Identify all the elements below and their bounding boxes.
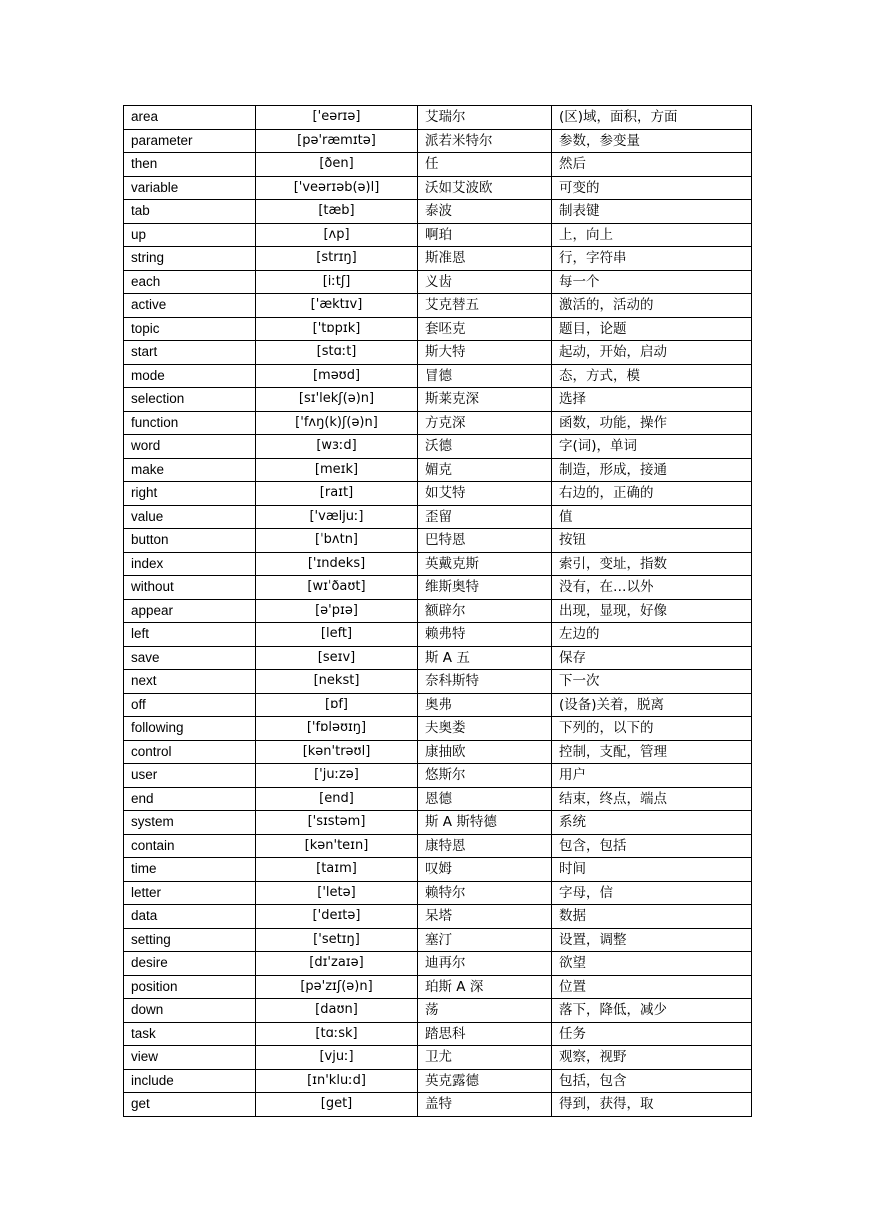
- chinese-meaning-cell: 系统: [552, 811, 752, 835]
- phonetic-cell: [tæb]: [256, 200, 418, 224]
- phonetic-cell: [stɑːt]: [256, 341, 418, 365]
- table-row: [124, 811, 752, 835]
- chinese-pronunciation-cell: 奥弗: [418, 693, 552, 717]
- table-row: [124, 1022, 752, 1046]
- chinese-pronunciation-cell: 套呸克: [418, 317, 552, 341]
- english-word-cell: control: [124, 740, 256, 764]
- chinese-meaning-cell: 包含，包括: [552, 834, 752, 858]
- english-word-cell: desire: [124, 952, 256, 976]
- english-word-cell: contain: [124, 834, 256, 858]
- english-word-cell: end: [124, 787, 256, 811]
- chinese-meaning-cell: 上，向上: [552, 223, 752, 247]
- chinese-pronunciation-cell: 斯大特: [418, 341, 552, 365]
- chinese-pronunciation-cell: 呆塔: [418, 905, 552, 929]
- english-word-cell: then: [124, 153, 256, 177]
- english-word-cell: button: [124, 529, 256, 553]
- phonetic-cell: [ɪn'kluːd]: [256, 1069, 418, 1093]
- vocabulary-table-body: [124, 106, 752, 1117]
- table-row: [124, 599, 752, 623]
- table-row: [124, 458, 752, 482]
- english-word-cell: each: [124, 270, 256, 294]
- chinese-meaning-cell: 欲望: [552, 952, 752, 976]
- chinese-pronunciation-cell: 斯 A 斯特德: [418, 811, 552, 835]
- chinese-meaning-cell: 数据: [552, 905, 752, 929]
- phonetic-cell: [ðen]: [256, 153, 418, 177]
- phonetic-cell: ['setɪŋ]: [256, 928, 418, 952]
- table-row: [124, 787, 752, 811]
- chinese-meaning-cell: 保存: [552, 646, 752, 670]
- phonetic-cell: [seɪv]: [256, 646, 418, 670]
- chinese-meaning-cell: 时间: [552, 858, 752, 882]
- english-word-cell: index: [124, 552, 256, 576]
- english-word-cell: area: [124, 106, 256, 130]
- chinese-meaning-cell: 设置，调整: [552, 928, 752, 952]
- phonetic-cell: [kən'trəʊl]: [256, 740, 418, 764]
- chinese-meaning-cell: (区)域，面积，方面: [552, 106, 752, 130]
- chinese-pronunciation-cell: 迪再尔: [418, 952, 552, 976]
- english-word-cell: setting: [124, 928, 256, 952]
- table-row: [124, 928, 752, 952]
- english-word-cell: topic: [124, 317, 256, 341]
- table-row: [124, 341, 752, 365]
- table-row: [124, 670, 752, 694]
- phonetic-cell: [iːtʃ]: [256, 270, 418, 294]
- phonetic-cell: [left]: [256, 623, 418, 647]
- english-word-cell: appear: [124, 599, 256, 623]
- chinese-meaning-cell: 得到，获得，取: [552, 1093, 752, 1117]
- phonetic-cell: ['ɪndeks]: [256, 552, 418, 576]
- phonetic-cell: [kən'teɪn]: [256, 834, 418, 858]
- english-word-cell: make: [124, 458, 256, 482]
- phonetic-cell: [ʌp]: [256, 223, 418, 247]
- english-word-cell: view: [124, 1046, 256, 1070]
- table-row: [124, 129, 752, 153]
- english-word-cell: save: [124, 646, 256, 670]
- table-row: [124, 435, 752, 459]
- chinese-meaning-cell: 任务: [552, 1022, 752, 1046]
- chinese-meaning-cell: 激活的，活动的: [552, 294, 752, 318]
- chinese-meaning-cell: 左边的: [552, 623, 752, 647]
- table-row: [124, 1093, 752, 1117]
- chinese-meaning-cell: 包括，包含: [552, 1069, 752, 1093]
- table-row: [124, 247, 752, 271]
- table-row: [124, 858, 752, 882]
- table-row: [124, 106, 752, 130]
- chinese-meaning-cell: 用户: [552, 764, 752, 788]
- phonetic-cell: [vjuː]: [256, 1046, 418, 1070]
- table-row: [124, 153, 752, 177]
- table-row: [124, 200, 752, 224]
- phonetic-cell: [strɪŋ]: [256, 247, 418, 271]
- chinese-meaning-cell: 字(词)，单词: [552, 435, 752, 459]
- chinese-meaning-cell: 制造，形成，接通: [552, 458, 752, 482]
- vocabulary-table: [123, 105, 752, 1117]
- table-row: [124, 999, 752, 1023]
- english-word-cell: without: [124, 576, 256, 600]
- chinese-meaning-cell: 行，字符串: [552, 247, 752, 271]
- chinese-pronunciation-cell: 盖特: [418, 1093, 552, 1117]
- table-row: [124, 740, 752, 764]
- phonetic-cell: [ɒf]: [256, 693, 418, 717]
- chinese-pronunciation-cell: 额辟尔: [418, 599, 552, 623]
- table-row: [124, 646, 752, 670]
- chinese-pronunciation-cell: 如艾特: [418, 482, 552, 506]
- english-word-cell: selection: [124, 388, 256, 412]
- chinese-meaning-cell: 索引，变址，指数: [552, 552, 752, 576]
- english-word-cell: following: [124, 717, 256, 741]
- english-word-cell: system: [124, 811, 256, 835]
- chinese-pronunciation-cell: 珀斯 A 深: [418, 975, 552, 999]
- phonetic-cell: [end]: [256, 787, 418, 811]
- table-row: [124, 294, 752, 318]
- chinese-pronunciation-cell: 叹姆: [418, 858, 552, 882]
- chinese-pronunciation-cell: 冒德: [418, 364, 552, 388]
- phonetic-cell: [sɪ'lekʃ(ə)n]: [256, 388, 418, 412]
- chinese-pronunciation-cell: 悠斯尔: [418, 764, 552, 788]
- phonetic-cell: [ˈbʌtn]: [256, 529, 418, 553]
- phonetic-cell: [tɑːsk]: [256, 1022, 418, 1046]
- phonetic-cell: ['juːzə]: [256, 764, 418, 788]
- chinese-meaning-cell: 制表键: [552, 200, 752, 224]
- table-row: [124, 482, 752, 506]
- phonetic-cell: ['tɒpɪk]: [256, 317, 418, 341]
- table-row: [124, 364, 752, 388]
- phonetic-cell: ['fʌŋ(k)ʃ(ə)n]: [256, 411, 418, 435]
- english-word-cell: variable: [124, 176, 256, 200]
- phonetic-cell: [məʊd]: [256, 364, 418, 388]
- chinese-pronunciation-cell: 英克露德: [418, 1069, 552, 1093]
- table-row: [124, 176, 752, 200]
- english-word-cell: word: [124, 435, 256, 459]
- english-word-cell: left: [124, 623, 256, 647]
- table-row: [124, 223, 752, 247]
- chinese-pronunciation-cell: 派若米特尔: [418, 129, 552, 153]
- english-word-cell: include: [124, 1069, 256, 1093]
- phonetic-cell: [ə'pɪə]: [256, 599, 418, 623]
- chinese-meaning-cell: 选择: [552, 388, 752, 412]
- english-word-cell: mode: [124, 364, 256, 388]
- english-word-cell: start: [124, 341, 256, 365]
- chinese-meaning-cell: 态，方式，模: [552, 364, 752, 388]
- english-word-cell: parameter: [124, 129, 256, 153]
- english-word-cell: user: [124, 764, 256, 788]
- chinese-pronunciation-cell: 任: [418, 153, 552, 177]
- chinese-pronunciation-cell: 塞汀: [418, 928, 552, 952]
- phonetic-cell: [pə'ræmɪtə]: [256, 129, 418, 153]
- chinese-pronunciation-cell: 康特恩: [418, 834, 552, 858]
- phonetic-cell: [pə'zɪʃ(ə)n]: [256, 975, 418, 999]
- english-word-cell: right: [124, 482, 256, 506]
- table-row: [124, 411, 752, 435]
- english-word-cell: tab: [124, 200, 256, 224]
- chinese-pronunciation-cell: 艾克替五: [418, 294, 552, 318]
- table-row: [124, 388, 752, 412]
- chinese-meaning-cell: 值: [552, 505, 752, 529]
- table-row: [124, 834, 752, 858]
- chinese-pronunciation-cell: 歪留: [418, 505, 552, 529]
- chinese-pronunciation-cell: 恩德: [418, 787, 552, 811]
- chinese-pronunciation-cell: 奈科斯特: [418, 670, 552, 694]
- chinese-pronunciation-cell: 维斯奥特: [418, 576, 552, 600]
- english-word-cell: task: [124, 1022, 256, 1046]
- chinese-pronunciation-cell: 英戴克斯: [418, 552, 552, 576]
- english-word-cell: data: [124, 905, 256, 929]
- chinese-meaning-cell: 出现，显现，好像: [552, 599, 752, 623]
- english-word-cell: get: [124, 1093, 256, 1117]
- phonetic-cell: [nekst]: [256, 670, 418, 694]
- english-word-cell: down: [124, 999, 256, 1023]
- chinese-pronunciation-cell: 斯 A 五: [418, 646, 552, 670]
- chinese-meaning-cell: 下列的，以下的: [552, 717, 752, 741]
- chinese-pronunciation-cell: 荡: [418, 999, 552, 1023]
- table-row: [124, 905, 752, 929]
- table-row: [124, 764, 752, 788]
- phonetic-cell: ['letə]: [256, 881, 418, 905]
- chinese-meaning-cell: 没有，在…以外: [552, 576, 752, 600]
- chinese-pronunciation-cell: 赖特尔: [418, 881, 552, 905]
- chinese-pronunciation-cell: 媚克: [418, 458, 552, 482]
- phonetic-cell: [daʊn]: [256, 999, 418, 1023]
- table-row: [124, 1069, 752, 1093]
- table-row: [124, 529, 752, 553]
- table-row: [124, 952, 752, 976]
- table-row: [124, 881, 752, 905]
- phonetic-cell: [taɪm]: [256, 858, 418, 882]
- english-word-cell: value: [124, 505, 256, 529]
- phonetic-cell: [dɪ'zaɪə]: [256, 952, 418, 976]
- chinese-pronunciation-cell: 斯准恩: [418, 247, 552, 271]
- chinese-pronunciation-cell: 啊珀: [418, 223, 552, 247]
- chinese-pronunciation-cell: 沃德: [418, 435, 552, 459]
- chinese-meaning-cell: 下一次: [552, 670, 752, 694]
- english-word-cell: position: [124, 975, 256, 999]
- chinese-meaning-cell: 每一个: [552, 270, 752, 294]
- table-row: [124, 576, 752, 600]
- phonetic-cell: ['sɪstəm]: [256, 811, 418, 835]
- phonetic-cell: [wɜːd]: [256, 435, 418, 459]
- table-row: [124, 270, 752, 294]
- english-word-cell: string: [124, 247, 256, 271]
- english-word-cell: up: [124, 223, 256, 247]
- phonetic-cell: [get]: [256, 1093, 418, 1117]
- phonetic-cell: ['eərɪə]: [256, 106, 418, 130]
- chinese-pronunciation-cell: 踏思科: [418, 1022, 552, 1046]
- chinese-pronunciation-cell: 艾瑞尔: [418, 106, 552, 130]
- chinese-meaning-cell: 函数，功能，操作: [552, 411, 752, 435]
- chinese-meaning-cell: 可变的: [552, 176, 752, 200]
- chinese-pronunciation-cell: 夫奥娄: [418, 717, 552, 741]
- english-word-cell: time: [124, 858, 256, 882]
- chinese-meaning-cell: 然后: [552, 153, 752, 177]
- table-row: [124, 317, 752, 341]
- table-row: [124, 623, 752, 647]
- chinese-meaning-cell: 落下，降低，减少: [552, 999, 752, 1023]
- phonetic-cell: ['veərɪəb(ə)l]: [256, 176, 418, 200]
- chinese-pronunciation-cell: 泰波: [418, 200, 552, 224]
- english-word-cell: function: [124, 411, 256, 435]
- chinese-meaning-cell: 参数，参变量: [552, 129, 752, 153]
- table-row: [124, 693, 752, 717]
- table-row: [124, 717, 752, 741]
- chinese-pronunciation-cell: 赖弗特: [418, 623, 552, 647]
- chinese-meaning-cell: (设备)关着，脱离: [552, 693, 752, 717]
- chinese-pronunciation-cell: 卫尤: [418, 1046, 552, 1070]
- phonetic-cell: ['fɒləʊɪŋ]: [256, 717, 418, 741]
- table-row: [124, 1046, 752, 1070]
- phonetic-cell: ['deɪtə]: [256, 905, 418, 929]
- english-word-cell: active: [124, 294, 256, 318]
- phonetic-cell: [wɪˈðaʊt]: [256, 576, 418, 600]
- phonetic-cell: [meɪk]: [256, 458, 418, 482]
- chinese-pronunciation-cell: 义齿: [418, 270, 552, 294]
- chinese-meaning-cell: 字母，信: [552, 881, 752, 905]
- chinese-pronunciation-cell: 方克深: [418, 411, 552, 435]
- table-row: [124, 975, 752, 999]
- chinese-meaning-cell: 位置: [552, 975, 752, 999]
- chinese-meaning-cell: 结束，终点，端点: [552, 787, 752, 811]
- english-word-cell: letter: [124, 881, 256, 905]
- chinese-meaning-cell: 观察，视野: [552, 1046, 752, 1070]
- english-word-cell: next: [124, 670, 256, 694]
- phonetic-cell: ['æktɪv]: [256, 294, 418, 318]
- chinese-meaning-cell: 右边的，正确的: [552, 482, 752, 506]
- english-word-cell: off: [124, 693, 256, 717]
- chinese-meaning-cell: 控制，支配，管理: [552, 740, 752, 764]
- chinese-pronunciation-cell: 康抽欧: [418, 740, 552, 764]
- chinese-meaning-cell: 起动，开始，启动: [552, 341, 752, 365]
- phonetic-cell: [raɪt]: [256, 482, 418, 506]
- chinese-meaning-cell: 按钮: [552, 529, 752, 553]
- chinese-pronunciation-cell: 沃如艾波欧: [418, 176, 552, 200]
- table-row: [124, 552, 752, 576]
- table-row: [124, 505, 752, 529]
- chinese-pronunciation-cell: 斯莱克深: [418, 388, 552, 412]
- chinese-pronunciation-cell: 巴特恩: [418, 529, 552, 553]
- phonetic-cell: ['væljuː]: [256, 505, 418, 529]
- chinese-meaning-cell: 题目，论题: [552, 317, 752, 341]
